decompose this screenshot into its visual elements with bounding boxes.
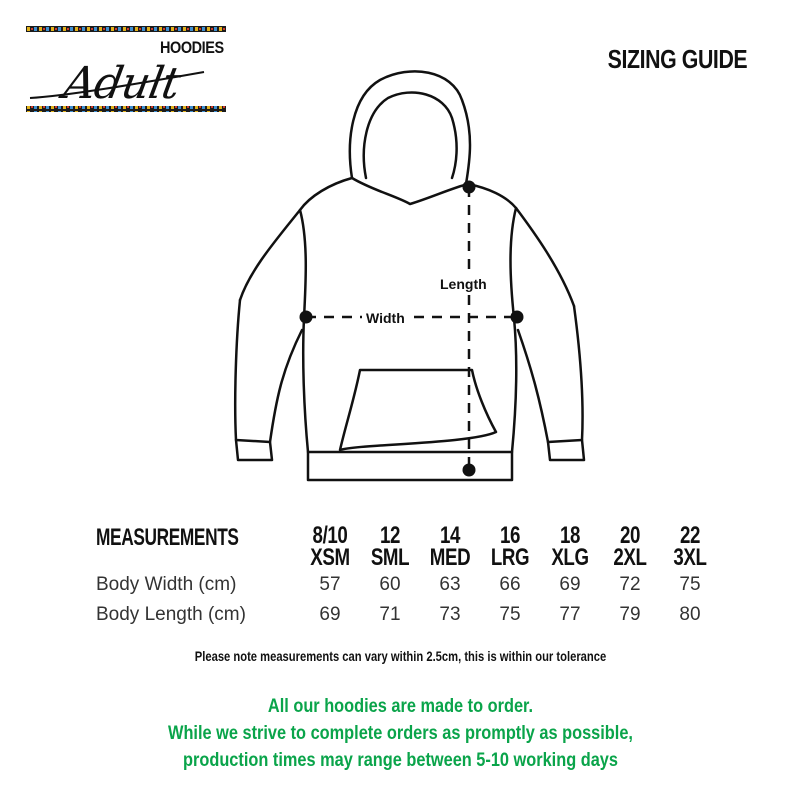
hood-inner bbox=[364, 92, 457, 178]
waistband bbox=[308, 452, 512, 480]
production-notice bbox=[56, 693, 745, 774]
row-label: Body Width (cm) bbox=[96, 574, 237, 595]
size-header: 12 SML bbox=[370, 522, 410, 571]
size-header: 16 LRG bbox=[490, 522, 530, 571]
table-cell: 57 bbox=[319, 574, 341, 595]
size-header: 18 XLG bbox=[551, 522, 589, 571]
hood-opening bbox=[352, 178, 468, 204]
table-row bbox=[96, 570, 720, 600]
size-header: 20 2XL bbox=[613, 522, 647, 571]
table-cell: 80 bbox=[679, 604, 701, 625]
width-right-dot bbox=[511, 311, 524, 324]
body-left-shoulder bbox=[240, 178, 352, 300]
right-sleeve bbox=[518, 306, 583, 442]
size-header: 22 3XL bbox=[673, 522, 707, 571]
table-cell: 79 bbox=[619, 604, 641, 625]
hoodie-diagram bbox=[226, 64, 586, 494]
notice-line: All our hoodies are made to order. bbox=[267, 696, 534, 717]
row-label: Body Length (cm) bbox=[96, 604, 246, 625]
table-row bbox=[96, 600, 720, 630]
length-bottom-dot bbox=[463, 464, 476, 477]
notice-line: production times may range between 5-10 working days bbox=[183, 750, 618, 771]
table-cell: 60 bbox=[379, 574, 401, 595]
brand-logo bbox=[26, 20, 226, 120]
size-header-row bbox=[96, 524, 720, 570]
width-left-dot bbox=[300, 311, 313, 324]
table-cell: 63 bbox=[439, 574, 461, 595]
brand-adult-text: Adult bbox=[59, 58, 184, 109]
length-label: Length bbox=[440, 276, 487, 292]
notice-line: While we strive to complete orders as promptly as possible, bbox=[168, 723, 633, 744]
size-table bbox=[96, 524, 720, 630]
table-cell: 72 bbox=[619, 574, 641, 595]
table-cell: 75 bbox=[679, 574, 701, 595]
table-cell: 73 bbox=[439, 604, 461, 625]
measurements-header: MEASUREMENTS bbox=[96, 524, 239, 551]
table-cell: 77 bbox=[559, 604, 581, 625]
table-cell: 66 bbox=[499, 574, 521, 595]
tolerance-note: Please note measurements can vary within 2.5cm, this is within our tolerance bbox=[194, 648, 607, 664]
kangaroo-pocket bbox=[340, 370, 496, 450]
size-header: 8/10 XSM bbox=[310, 522, 350, 571]
width-label: Width bbox=[366, 310, 405, 326]
left-sleeve bbox=[235, 300, 302, 442]
size-header: 14 MED bbox=[429, 522, 471, 571]
brand-hoodies-text: HOODIES bbox=[160, 38, 224, 57]
table-cell: 71 bbox=[379, 604, 401, 625]
sizing-guide-title: SIZING GUIDE bbox=[607, 44, 747, 74]
table-cell: 69 bbox=[559, 574, 581, 595]
table-cell: 69 bbox=[319, 604, 341, 625]
table-cell: 75 bbox=[499, 604, 521, 625]
length-top-dot bbox=[463, 181, 476, 194]
